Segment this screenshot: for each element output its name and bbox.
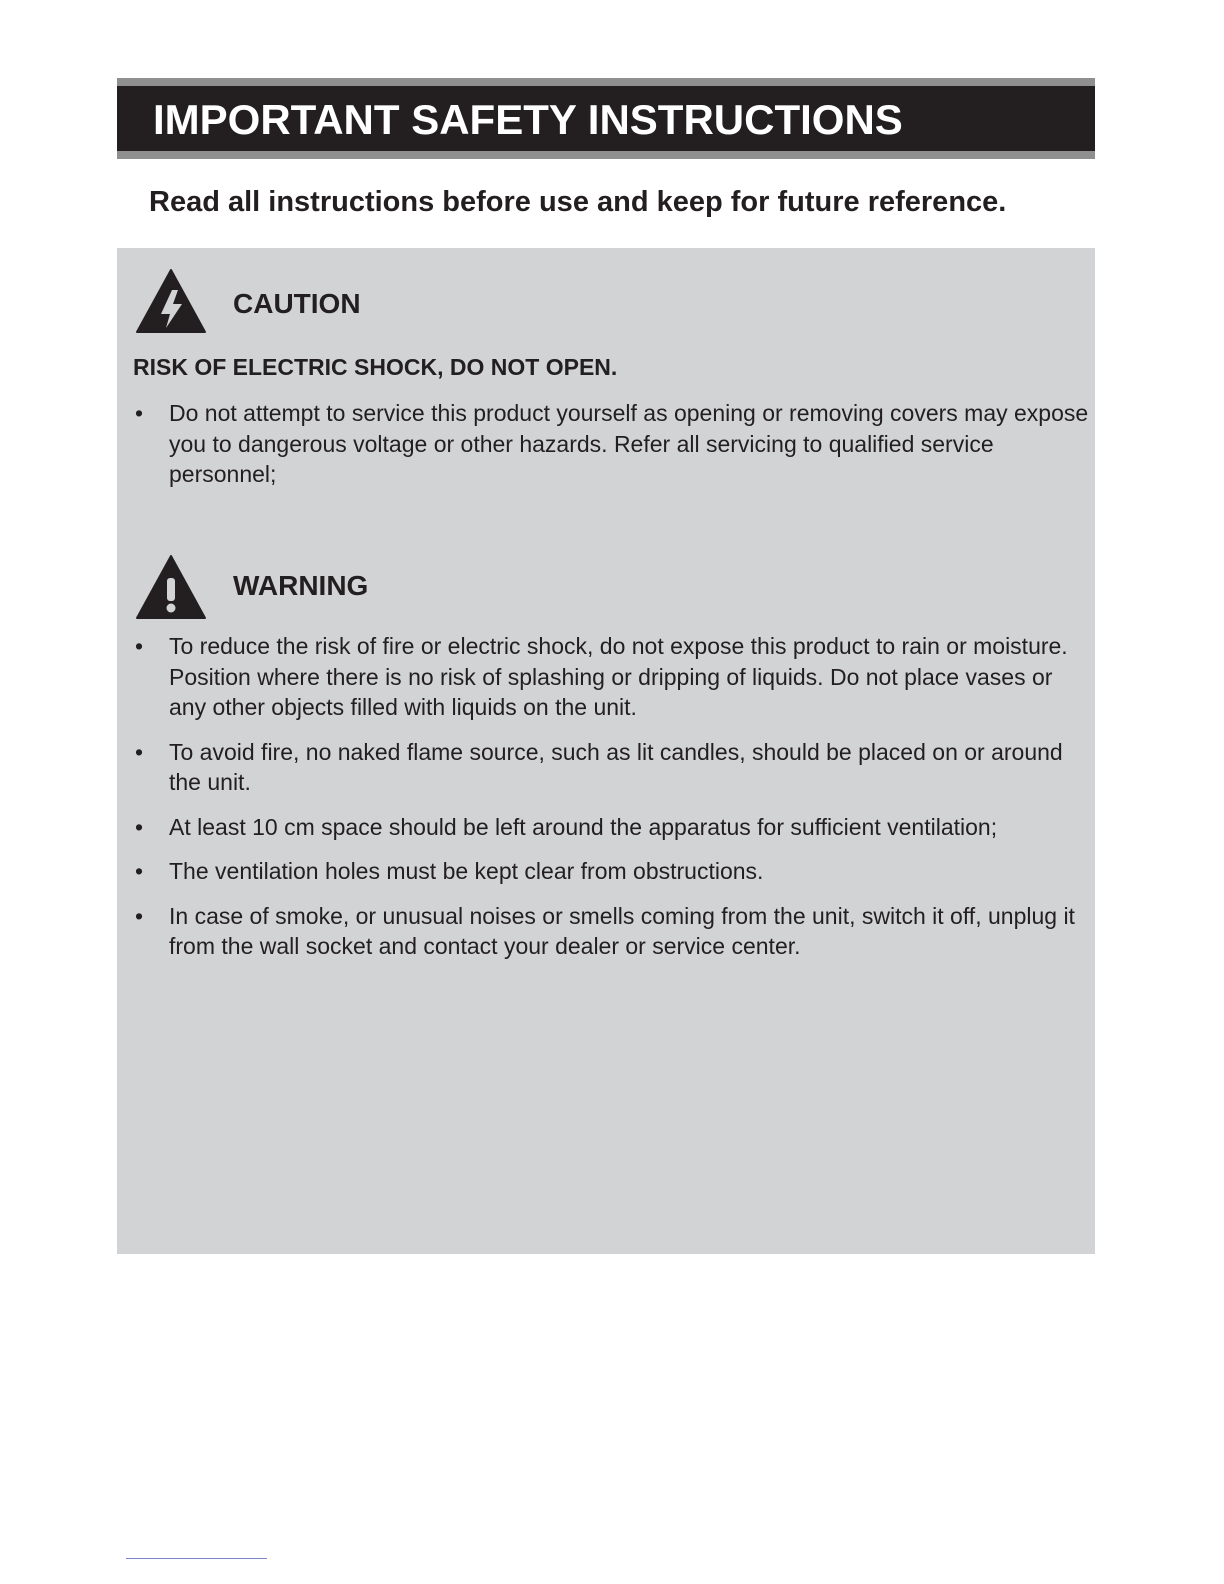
caution-heading: CAUTION (233, 288, 361, 319)
warning-item-text: At least 10 cm space should be left around the apparatus for sufficient ventilation; (169, 813, 998, 840)
safety-panel (117, 248, 1095, 1254)
list-item (133, 856, 1093, 887)
title-banner (117, 78, 1095, 159)
list-item (133, 631, 1093, 723)
bullet-marker: • (135, 858, 144, 884)
list-item (133, 901, 1093, 962)
footer-rule (126, 1558, 267, 1559)
page-subtitle: Read all instructions before use and keep for future reference. (149, 186, 1007, 218)
bullet-marker: • (135, 813, 144, 840)
list-item (133, 812, 1093, 843)
warning-item-text: In case of smoke, or unusual noises or smells coming from the unit, switch it off, unplug it from the wall socket and contact your dealer or service center. (169, 902, 1075, 959)
caution-item-text: Do not attempt to service this product yourself as opening or removing covers may expose you to dangerous voltage or other hazards. Refer all servicing to qualified service personnel; (169, 400, 1089, 487)
warning-item-text: The ventilation holes must be kept clear from obstructions. (169, 858, 764, 884)
electric-shock-warning-icon (135, 268, 207, 334)
exclamation-warning-icon (135, 554, 207, 620)
warning-item-text: To avoid fire, no naked flame source, such as lit candles, should be placed on or around the unit. (169, 738, 1063, 795)
caution-list (133, 398, 1093, 504)
list-item (133, 398, 1093, 490)
warning-list (133, 631, 1093, 976)
warning-heading: WARNING (233, 570, 369, 601)
bullet-marker: • (135, 633, 144, 659)
bullet-marker: • (135, 902, 144, 929)
warning-item-text: To reduce the risk of fire or electric shock, do not expose this product to rain or moisture. Position where there is no risk of splashing or dripping of liquids. Do not place vases or any other objects filled with liquids on the unit. (169, 633, 1068, 720)
list-item (133, 737, 1093, 798)
bullet-marker: • (135, 400, 144, 426)
bullet-marker: • (135, 738, 144, 765)
page-title: IMPORTANT SAFETY INSTRUCTIONS (153, 96, 903, 143)
caution-risk-line: RISK OF ELECTRIC SHOCK, DO NOT OPEN. (133, 354, 618, 380)
